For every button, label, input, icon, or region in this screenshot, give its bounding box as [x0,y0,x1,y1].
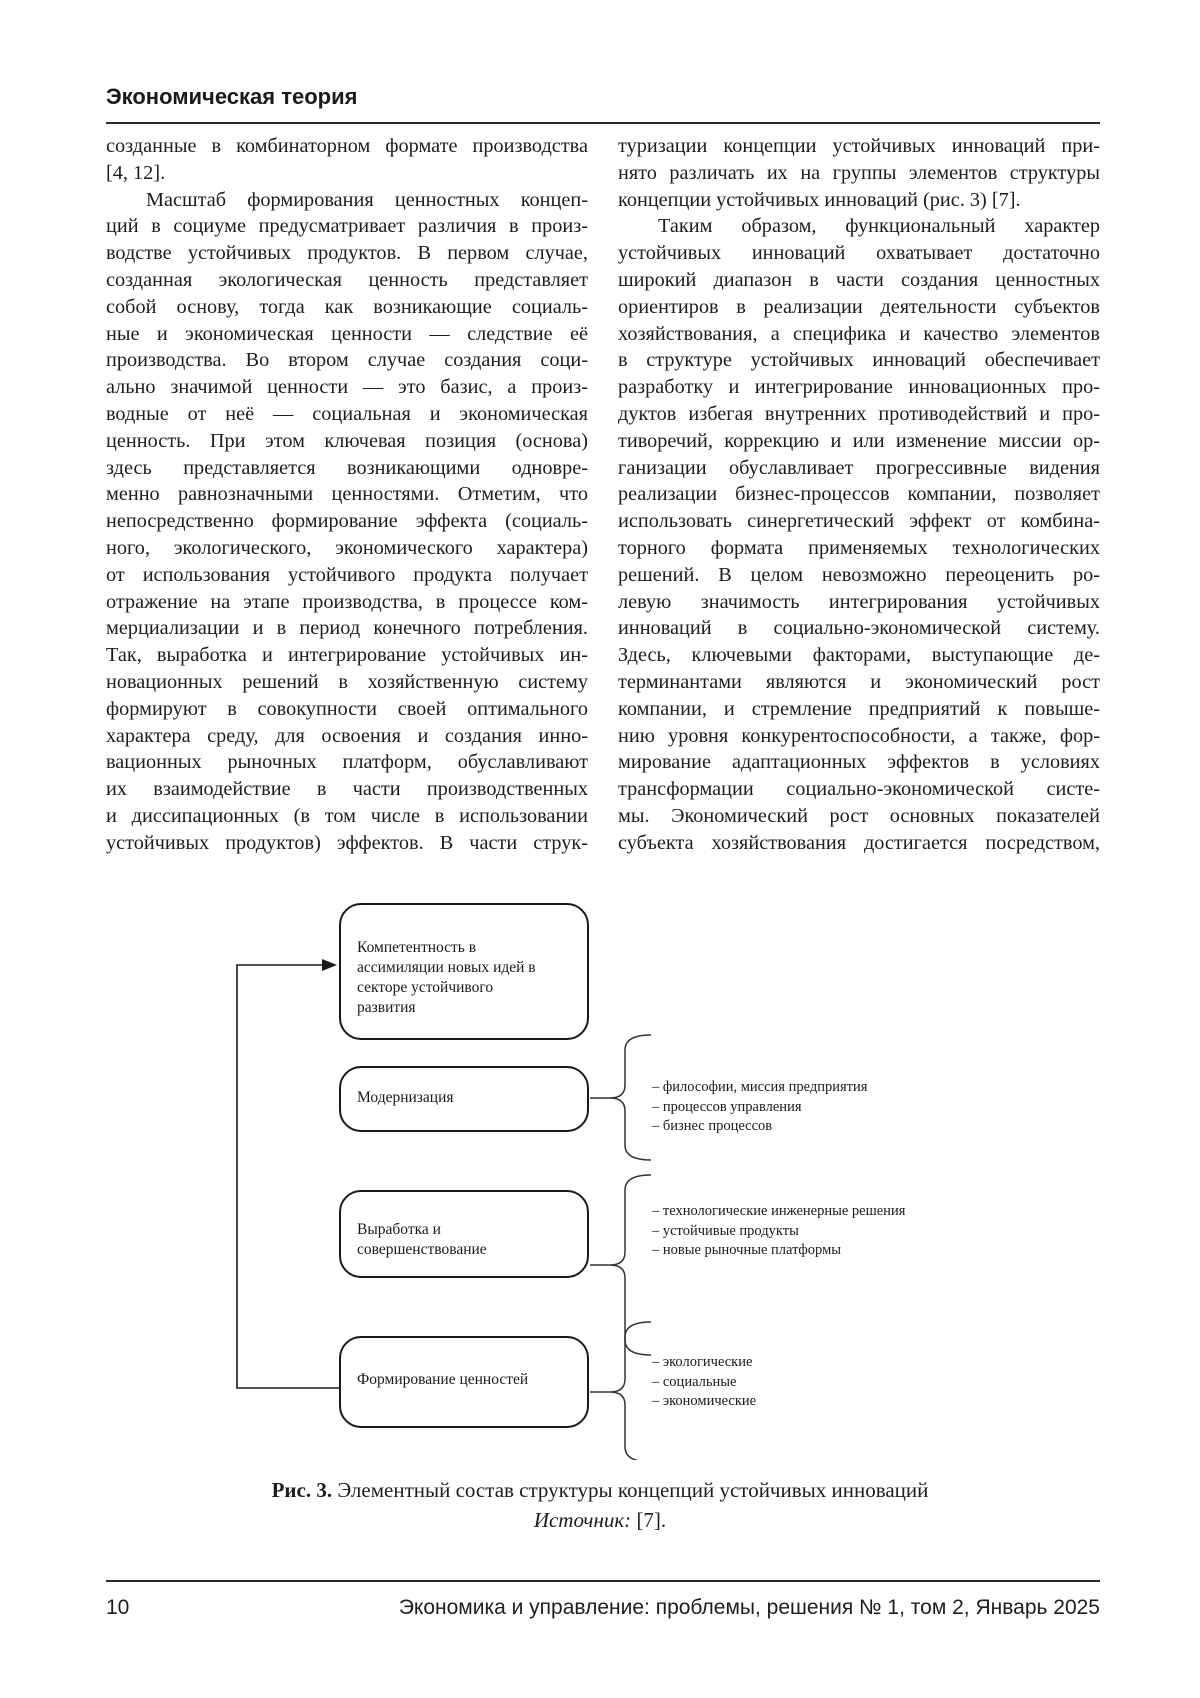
diagram-connectors [0,880,1200,1460]
text-line: и диссипационных (в том числе в использовании [106,804,588,827]
text-line: Здесь, ключевыми факторами, выступающие де- [618,644,1100,667]
group-item: – процессов управления [652,1098,802,1115]
text-line: ного, экологического, экономического характера) [106,536,588,559]
text-line: использовать синергетический эффект от комбина- [618,510,1100,533]
text-line: левую значимость интегрирования устойчивых [618,590,1100,613]
text-line: туризации концепции устойчивых инноваций при- [618,135,1100,157]
text-line: в структуре устойчивых инноваций обеспечивает [618,349,1100,372]
text-line: здесь представляется возникающими одновре- [106,456,588,479]
group-development [652,1202,905,1261]
text-line: менно равнозначными ценностями. Отметим, что [106,483,588,506]
text-line: хозяйствования, а специфика и качество элементов [618,322,1100,345]
footer-rule [106,1580,1100,1582]
feedback-arrow-line [237,965,339,1388]
node-line: секторе устойчивого [357,979,494,996]
text-line: компании, и стремление предприятий к повыше- [618,697,1100,720]
text-line: ций в социуме предусматривает различия в произ- [106,215,588,238]
text-line: формируют в совокупности своей оптимального [106,697,588,720]
text-line: трансформации социально-экономической систе- [618,778,1100,801]
group-item: – философии, миссия предприятия [652,1079,868,1095]
right-text-column [618,133,1100,857]
text-line: концепции устойчивых инноваций (рис. 3) [7]. [618,188,1021,211]
caption-source-ref: [7]. [631,1508,667,1532]
brace-modernization [610,1035,651,1160]
text-line: терминантами являются и экономический рост [618,670,1100,693]
text-line: [4, 12]. [106,161,166,184]
text-line: мы. Экономический рост основных показателей [618,804,1100,827]
text-line: реализации бизнес-процессов компании, позволяет [618,483,1100,506]
text-line: от использования устойчивого продукта получает [106,563,588,586]
brace-values [610,1322,651,1460]
text-line: широкий диапазон в части создания ценностных [618,268,1100,291]
group-values [652,1353,756,1412]
text-line: созданная экологическая ценность представляет [106,268,588,291]
text-line: водные от неё — социальная и экономическая [106,402,588,425]
text-line: водстве устойчивых продуктов. В первом случае, [106,242,588,265]
node-competence [339,903,589,1040]
text-line: ганизации обуславливает прогрессивные видения [618,456,1100,479]
running-head: Экономическая теория [106,84,358,109]
text-line: нято различать их на группы элементов структуры [618,161,1100,184]
figure-caption [0,1475,1200,1535]
node-line: ассимиляции новых идей в [357,959,536,976]
node-line: Модернизация [357,1089,454,1106]
node-modernization [339,1066,589,1132]
text-line: ные и экономическая ценности — следствие её [106,322,588,345]
page-number: 10 [106,1596,130,1619]
text-line: устойчивых инноваций охватывает достаточно [618,242,1100,265]
text-line: мерциализации и в период конечного потребления. [106,617,588,640]
text-line: новационных решений в хозяйственную систему [106,670,588,693]
node-line: Выработка и [357,1221,441,1238]
text-line: ально значимой ценности — это базис, а произ- [106,376,588,399]
caption-label: Рис. 3. [271,1478,333,1502]
text-line: тиворечий, коррекцию и или изменение миссии ор- [618,429,1100,452]
text-line: ценность. При этом ключевая позиция (основа) [106,429,588,452]
group-item: – экологические [652,1354,753,1370]
text-line: устойчивых продуктов) эффектов. В части струк- [106,831,588,854]
group-item: – новые рыночные платформы [652,1242,842,1258]
text-line: Так, выработка и интегрирование устойчивых ин- [106,644,588,667]
text-line: непосредственно формирование эффекта (социаль- [106,510,588,533]
text-line: ориентиров в реализации деятельности субъектов [618,295,1100,318]
text-line: вационных рыночных платформ, обуславливают [106,751,588,774]
text-line: их взаимодействие в части производственных [106,778,588,801]
text-line: Масштаб формирования ценностных концеп- [146,188,588,211]
text-line: инноваций в социально-экономической систему. [618,617,1100,640]
text-line: субъекта хозяйствования достигается посредством, [618,831,1100,854]
node-line: совершенствование [357,1241,487,1258]
text-line: торного формата применяемых технологических [618,536,1100,559]
text-line: дуктов избегая внутренних противодействий и про- [618,402,1100,425]
text-line: Таким образом, функциональный характер [658,215,1100,238]
node-values [339,1336,589,1428]
text-line: мирование адаптационных эффектов в условиях [618,751,1100,774]
group-item: – бизнес процессов [652,1118,773,1134]
group-item: – технологические инженерные решения [652,1203,906,1219]
text-line: производства. Во втором случае создания соци- [106,349,588,372]
text-line: разработку и интегрирование инновационных про- [618,376,1100,399]
node-line: развития [357,999,416,1016]
caption-source-label: Источник: [533,1508,632,1532]
arrowhead-icon [322,959,337,971]
journal-info: Экономика и управление: проблемы, решения № 1, том 2, Январь 2025 [398,1596,1100,1619]
text-line: характера среду, для освоения и создания инно- [106,724,588,747]
text-line: созданные в комбинаторном формате производства [106,135,588,157]
text-line: решений. В целом невозможно переоценить ро- [618,563,1100,586]
left-text-column [106,133,588,857]
group-item: – социальные [652,1373,737,1390]
figure-3-diagram [0,880,1200,1460]
group-item: – устойчивые продукты [652,1222,799,1239]
brace-development [610,1175,651,1355]
caption-title: Элементный состав структуры концепций устойчивых инноваций [332,1478,929,1502]
group-item: – экономические [652,1393,757,1409]
text-line: собой основу, тогда как возникающие социаль- [106,295,588,318]
group-modernization [652,1078,867,1137]
text-line: отражение на этапе производства, в процессе ком- [106,590,588,613]
node-line: Формирование ценностей [357,1371,529,1388]
header-rule [106,122,1100,124]
node-line: Компетентность в [357,939,477,956]
node-development [339,1190,589,1278]
text-line: нию уровня конкурентоспособности, а также, фор- [618,724,1100,747]
